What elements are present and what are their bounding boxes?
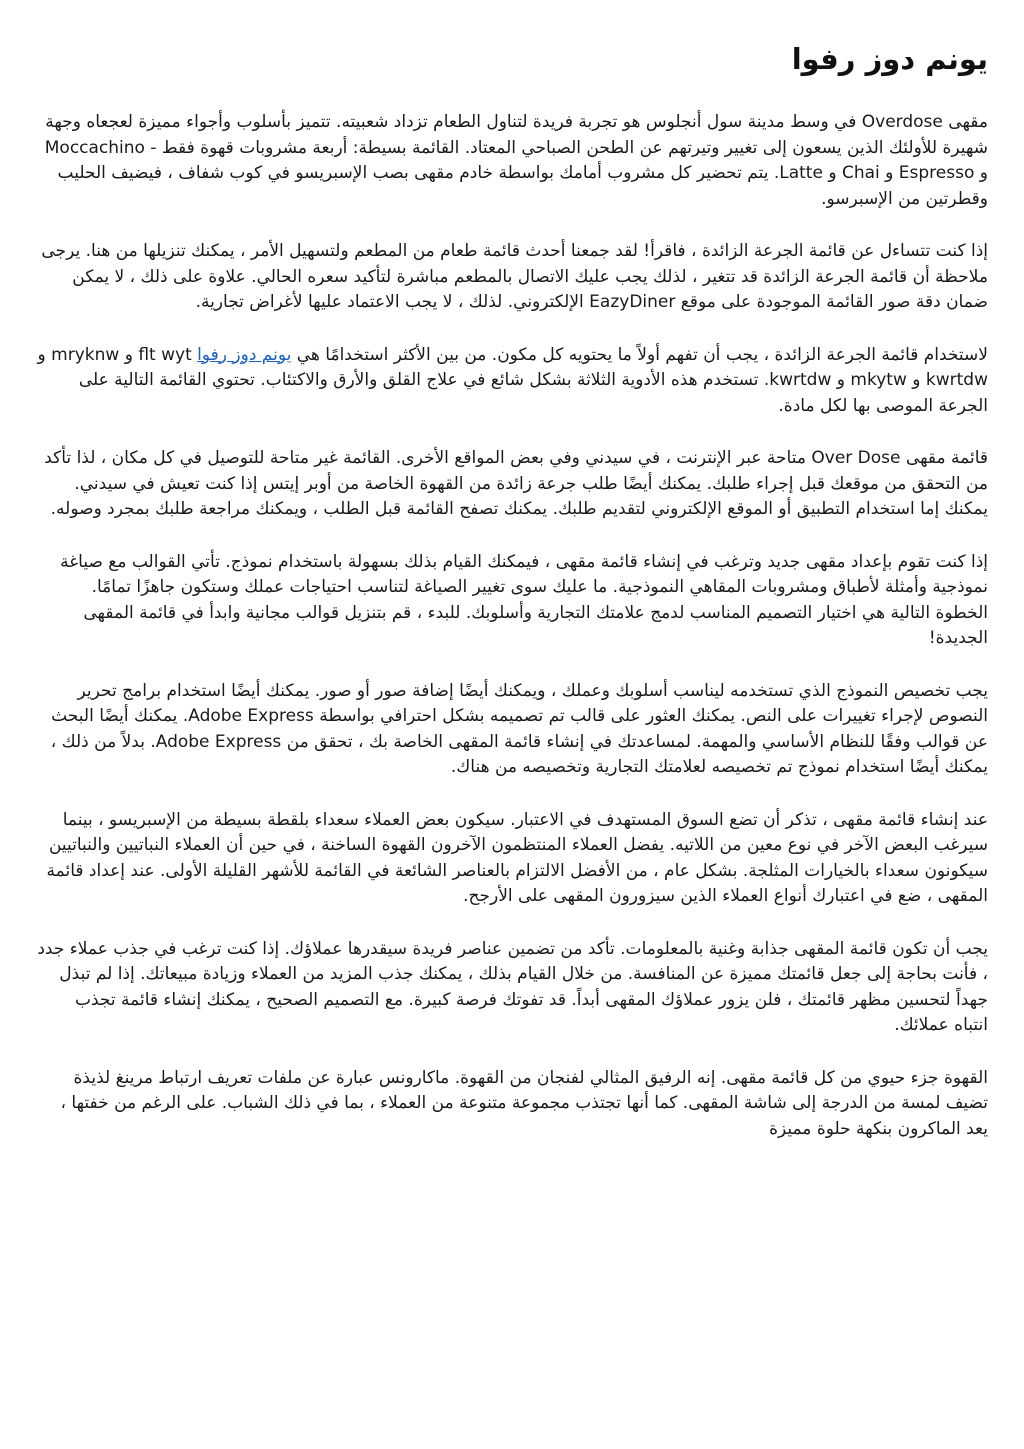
inline-link[interactable]: يونم دوز رفوا	[197, 344, 292, 365]
paragraph-text: إذا كنت تتساءل عن قائمة الجرعة الزائدة ، فاقرأ! لقد جمعنا أحدث قائمة طعام من المطعم ولتسهيل الأمر ، يمكنك تنزيلها من هنا. يرجى ملاحظة أن قائمة الجرعة الزائدة قد تتغير ، لذلك يجب عليك الاتصال بالمطعم مباشرة لتأكيد سعره الحالي. علاوة على ذلك ، لا يمكن ضمان دقة صور القائمة الموجودة على موقع EazyDiner الإلكتروني. لذلك ، لا يجب الاعتماد عليها لأغراض تجارية.	[41, 241, 988, 312]
paragraph-text: لاستخدام قائمة الجرعة الزائدة ، يجب أن تفهم أولاً ما يحتويه كل مكون. من بين الأكثر استخدامًا هي	[291, 344, 988, 365]
paragraph-availability	[36, 446, 988, 523]
paragraph-text: flt wyt و mryknw و kwrtdw و mkytw و kwrtdw. تستخدم هذه الأدوية الثلاثة بشكل شائع في علاج القلق والأرق والاكتئاب. تحتوي القائمة التالية على الجرعة الموصى بها لكل مادة.	[37, 344, 988, 416]
paragraph-customize	[36, 679, 988, 781]
paragraph-text: القهوة جزء حيوي من كل قائمة مقهى. إنه الرفيق المثالي لفنجان من القهوة. ماكارونس عبارة عن ملفات تعريف ارتباط مرينغ لذيذة تضيف لمسة من الدرجة إلى شاشة المقهى. كما أنها تجتذب مجموعة متنوعة من العملاء ، بما في ذلك الشباب. على الرغم من خفتها ، يعد الماكرون بنكهة حلوة مميزة	[60, 1067, 988, 1139]
paragraph-intro	[36, 110, 988, 212]
paragraph-templates	[36, 550, 988, 652]
paragraph-target-market	[36, 808, 988, 910]
paragraph-menu-download	[36, 239, 988, 316]
paragraph-text: عند إنشاء قائمة مقهى ، تذكر أن تضع السوق المستهدف في الاعتبار. سيكون بعض العملاء سعداء بلقطة بسيطة من الإسبريسو ، بينما سيرغب البعض الآخر في نوع معين من اللاتيه. يفضل العملاء المنتظمون الآخرون القهوة الساخنة ، في حين أن العملاء النباتيين والنباتيين سيكونون سعداء بالخيارات المثلجة. بشكل عام ، من الأفضل الالتزام بالعناصر الشائعة في القائمة للأشهر القليلة الأولى. عند إعداد قائمة المقهى ، ضع في اعتبارك أنواع العملاء الذين سيزورون المقهى على الأرجح.	[46, 809, 988, 906]
paragraph-text: قائمة مقهى Over Dose متاحة عبر الإنترنت ، في سيدني وفي بعض المواقع الأخرى. القائمة غير متاحة للتوصيل في كل مكان ، لذا تأكد من التحقق من موقعك قبل إجراء طلبك. يمكنك أيضًا طلب جرعة زائدة من القهوة الخاصة من أوبر إيتس إذا كنت تعيش في سيدني. يمكنك إما استخدام التطبيق أو الموقع الإلكتروني لتقديم طلبك. يمكنك تصفح القائمة قبل الطلب ، ويمكنك مراجعة طلبك بمجرد وصوله.	[44, 448, 988, 519]
paragraph-text: إذا كنت تقوم بإعداد مقهى جديد وترغب في إنشاء قائمة مقهى ، فيمكنك القيام بذلك بسهولة باستخدام نموذج. تأتي القوالب مع صياغة نموذجية وأمثلة لأطباق ومشروبات المقاهي النموذجية. ما عليك سوى تغيير الصياغة لتناسب احتياجات عملك وستكون جاهزًا تمامًا. الخطوة التالية هي اختيار التصميم المناسب لدمج علامتك التجارية وأسلوبك. للبدء ، قم بتنزيل قوالب مجانية وابدأ في قائمة المقهى الجديدة!	[60, 551, 988, 648]
paragraph-text: مقهى Overdose في وسط مدينة سول أنجلوس هو تجربة فريدة لتناول الطعام تزداد شعبيته. تتميز بأسلوب وأجواء مميزة لعجعاه وجهة شهيرة للأولئك الذين يسعون إلى تغيير وتيرتهم عن الطحن الصباحي المعتاد. القائمة بسيطة: أربعة مشروبات قهوة فقط - Moccachino و Espresso و Chai و Latte. يتم تحضير كل مشروب أمامك بواسطة خادم مقهى بصب الإسبريسو في كوب شفاف ، فيضيف الحليب وقطرتين من الإسبرسو.	[44, 112, 988, 209]
paragraph-ingredients	[36, 343, 988, 420]
paragraph-text: يجب تخصيص النموذج الذي تستخدمه ليناسب أسلوبك وعملك ، ويمكنك أيضًا إضافة صور أو صور. يمكنك أيضًا استخدام برامج تحرير النصوص لإجراء تغييرات على النص. يمكنك العثور على قالب تم تصميمه بشكل احترافي بواسطة Adobe Express. يمكنك أيضًا البحث عن قوالب وفقًا للنظام الأساسي والمهمة. لمساعدتك في إنشاء قائمة المقهى الخاصة بك ، تحقق من Adobe Express. بدلاً من ذلك ، يمكنك أيضًا استخدام نموذج تم تخصيصه لعلامتك التجارية وتخصيصه من هناك.	[50, 680, 988, 777]
paragraph-text: يجب أن تكون قائمة المقهى جذابة وغنية بالمعلومات. تأكد من تضمين عناصر فريدة سيقدرها عملاؤك. إذا كنت ترغب في جذب عملاء جدد ، فأنت بحاجة إلى جعل قائمتك مميزة عن المنافسة. من خلال القيام بذلك ، يمكنك جذب المزيد من العملاء وزيادة مبيعاتك. إذا لم تبذل جهداً لتحسين مظهر قائمتك ، فلن يزور عملاؤك المقهى أبداً. قد تفوتك فرصة كبيرة. مع التصميم الصحيح ، يمكنك إنشاء قائمة تجذب انتباه عملائك.	[37, 938, 988, 1035]
paragraph-attractive-menu	[36, 937, 988, 1039]
paragraph-macarons	[36, 1066, 988, 1143]
page-title: يونم دوز رفوا	[791, 42, 988, 76]
